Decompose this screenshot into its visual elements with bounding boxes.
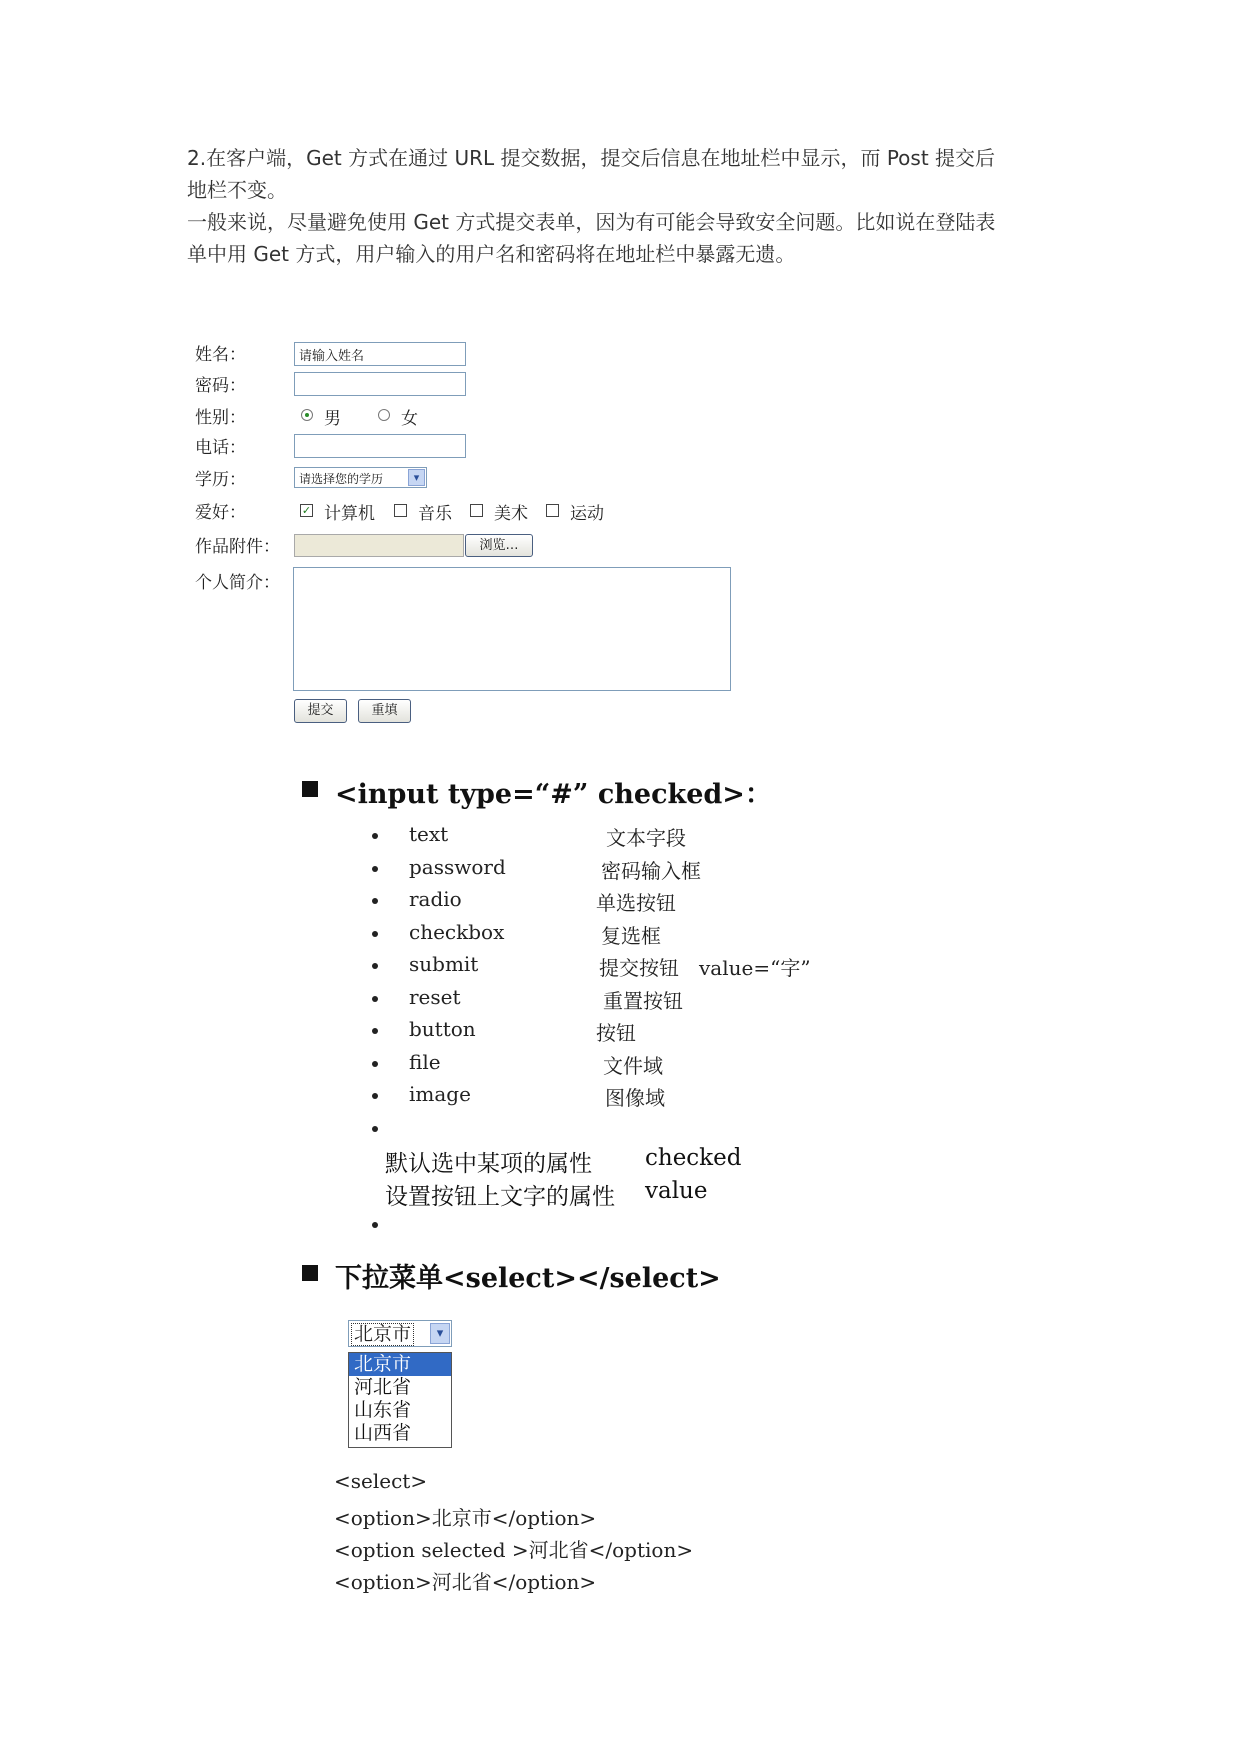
list-item-type: image [409,1082,471,1106]
hobby-checkbox-sport[interactable] [546,504,559,517]
list-item-desc: 密码输入框 [601,859,701,883]
chevron-down-icon: ▾ [430,1323,450,1344]
list-item-type: checkbox [409,920,505,944]
list-bullet-icon [372,1028,378,1034]
edu-select[interactable] [294,467,427,488]
list-item-type: reset [409,985,461,1009]
city-option[interactable]: 河北省 [354,1376,412,1398]
browse-button[interactable]: 浏览… [465,534,533,557]
intro-line-3: 一般来说，尽量避免使用 Get 方式提交表单，因为有可能会导致安全问题。比如说在登陆表 [187,210,996,234]
name-label: 姓名： [195,345,246,365]
square-bullet-icon [302,781,318,797]
hobby-label-computer: 计算机 [324,504,375,524]
list-item-type: radio [409,887,462,911]
city-select[interactable] [348,1320,452,1347]
password-label: 密码： [195,376,246,396]
list-bullet-icon [372,1222,378,1228]
list-bullet-icon [372,833,378,839]
input-type-heading: <input type=“#” checked>： [335,779,772,810]
list-bullet-icon [372,1126,378,1132]
list-item-desc: 文本字段 [606,826,686,850]
code-line: <option>河北省</option> [334,1570,597,1594]
intro-line-1: 2.在客户端，Get 方式在通过 URL 提交数据，提交后信息在地址栏中显示，而 Post 提交后 [187,146,996,170]
list-item-desc: 重置按钮 [603,989,683,1013]
list-item-desc: 单选按钮 [596,891,676,915]
edu-label: 学历： [195,470,246,490]
attach-file-input[interactable] [294,534,464,557]
list-item-type: text [409,822,449,846]
name-input[interactable]: 请输入姓名 [294,342,466,366]
list-item-type: file [409,1050,441,1074]
hobby-label-music: 音乐 [418,504,452,524]
bio-label: 个人简介： [195,573,280,593]
password-input[interactable] [294,372,466,396]
submit-button[interactable]: 提交 [294,699,347,723]
code-line: <select> [334,1469,428,1493]
code-line: <option>北京市</option> [334,1506,597,1530]
bio-textarea[interactable] [293,567,731,691]
edu-select-value: 请选择您的学历 [299,472,384,486]
code-line: <option selected >河北省</option> [334,1538,694,1562]
list-bullet-icon [372,1093,378,1099]
attr-value-label: 设置按钮上文字的属性 [385,1184,615,1210]
city-option[interactable]: 山西省 [354,1422,412,1444]
city-select-value: 北京市 [351,1323,414,1346]
hobby-checkbox-computer[interactable]: ✓ [301,504,312,517]
list-item-desc: 按钮 [596,1021,636,1045]
list-bullet-icon [372,996,378,1002]
city-option[interactable]: 北京市 [349,1353,451,1376]
attach-label: 作品附件： [195,537,280,557]
list-item-type: submit [409,952,479,976]
list-item-desc: 图像域 [605,1086,665,1110]
attr-value-value: value [645,1178,708,1204]
intro-line-4: 单中用 Get 方式，用户输入的用户名和密码将在地址栏中暴露无遗。 [187,242,796,266]
hobby-label-sport: 运动 [570,504,604,524]
list-item-desc: 文件域 [603,1054,663,1078]
list-bullet-icon [372,866,378,872]
list-item-type: password [409,855,506,879]
city-listbox[interactable] [348,1352,452,1448]
list-item-desc: 复选框 [601,924,661,948]
list-bullet-icon [372,1061,378,1067]
gender-female-label: 女 [401,409,418,429]
hobby-checkbox-art[interactable] [470,504,483,517]
list-item-type: button [409,1017,476,1041]
reset-button[interactable]: 重填 [358,699,411,723]
gender-male-label: 男 [324,409,341,429]
select-heading: 下拉菜单<select></select> [335,1263,721,1294]
list-bullet-icon [372,898,378,904]
intro-line-2: 地栏不变。 [187,178,287,202]
phone-label: 电话： [195,438,246,458]
chevron-down-icon: ▾ [408,469,425,486]
hobby-checkbox-music[interactable] [394,504,407,517]
list-bullet-icon [372,931,378,937]
gender-label: 性别： [195,408,246,428]
attr-checked-label: 默认选中某项的属性 [385,1151,592,1177]
attr-checked-value: checked [645,1145,742,1171]
square-bullet-icon [302,1265,318,1281]
hobby-label-art: 美术 [494,504,528,524]
list-item-desc: 提交按钮 value=“字” [599,956,811,980]
list-bullet-icon [372,963,378,969]
city-option[interactable]: 山东省 [354,1399,412,1421]
gender-female-radio[interactable] [378,409,390,421]
hobby-label: 爱好： [195,503,246,523]
gender-male-radio[interactable] [301,409,313,421]
phone-input[interactable] [294,434,466,458]
